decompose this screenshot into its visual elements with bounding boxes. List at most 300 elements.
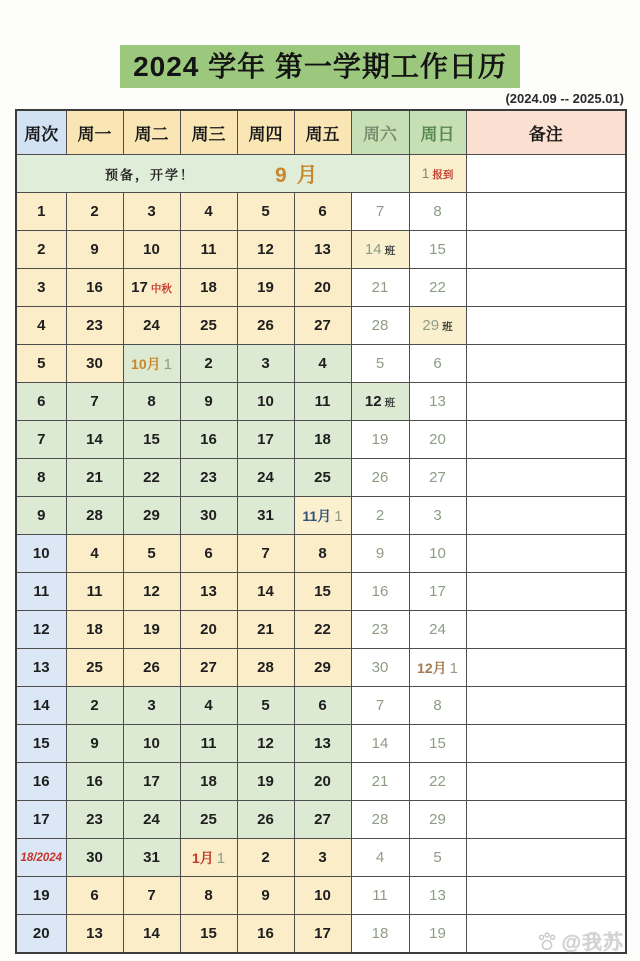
day-cell (123, 763, 180, 801)
day-cell (180, 307, 237, 345)
day-number: 23 (200, 469, 217, 486)
day-number: 4 (318, 355, 327, 372)
day-cell (237, 573, 294, 611)
day-number: 14 (371, 735, 389, 752)
day-number: 23 (86, 317, 103, 334)
day-cell (351, 497, 409, 535)
week-number-cell: 9 (16, 497, 66, 535)
day-number: 1 (449, 659, 458, 677)
remark-cell (466, 611, 626, 649)
day-cell (294, 915, 351, 954)
day-number: 9 (90, 241, 99, 258)
day-number: 17 (143, 773, 160, 790)
calendar-week-row (16, 307, 626, 345)
week-number-cell: 17 (16, 801, 66, 839)
day-number: 5 (433, 849, 442, 866)
day-cell (123, 573, 180, 611)
day-cell (294, 611, 351, 649)
watermark-text: @我苏 (561, 932, 624, 954)
week-number-cell: 18/2024 (16, 839, 66, 877)
day-number: 20 (200, 621, 217, 638)
day-cell (180, 839, 237, 877)
day-number: 9 (204, 393, 213, 410)
remark-cell (466, 649, 626, 687)
day-cell (237, 611, 294, 649)
day-cell (351, 269, 409, 307)
day-tag: 班 (384, 397, 396, 409)
day-number: 14 (257, 583, 274, 600)
day-cell (351, 459, 409, 497)
day-number: 30 (200, 507, 217, 524)
day-cell (180, 649, 237, 687)
column-header: 周日 (409, 110, 466, 155)
day-number: 31 (143, 849, 160, 866)
day-number: 30 (86, 355, 103, 372)
day-cell (123, 649, 180, 687)
remark-cell (466, 383, 626, 421)
day-cell (294, 877, 351, 915)
day-number: 4 (90, 545, 99, 562)
day-number: 16 (86, 773, 103, 790)
day-number: 7 (90, 393, 99, 410)
day-number: 9 (375, 545, 385, 562)
day-cell (409, 573, 466, 611)
remark-cell (466, 193, 626, 231)
week-number-cell: 19 (16, 877, 66, 915)
day-cell (66, 231, 123, 269)
day-cell (66, 573, 123, 611)
day-cell (237, 649, 294, 687)
day-cell (180, 459, 237, 497)
calendar-week-row (16, 231, 626, 269)
day-cell (294, 421, 351, 459)
day-number: 1 (163, 355, 172, 373)
day-cell (123, 725, 180, 763)
calendar-week-row (16, 649, 626, 687)
day-cell (180, 877, 237, 915)
day-cell (123, 535, 180, 573)
month-banner-row (16, 155, 626, 193)
day-cell (409, 801, 466, 839)
semester-start-note: 预备，开学！ (105, 167, 196, 182)
day-number: 24 (143, 317, 160, 334)
day-cell (180, 687, 237, 725)
remark-cell (466, 307, 626, 345)
day-cell (180, 573, 237, 611)
day-cell (66, 535, 123, 573)
month-prefix-label: 10月 (131, 355, 161, 372)
day-cell (409, 763, 466, 801)
day-number: 29 (422, 317, 440, 334)
day-cell (237, 307, 294, 345)
day-number: 18 (371, 925, 389, 942)
day-cell (351, 231, 409, 269)
day-cell (237, 459, 294, 497)
day-number: 23 (86, 811, 103, 828)
day-number: 2 (261, 849, 270, 866)
day-number: 10 (257, 393, 274, 410)
day-cell (66, 383, 123, 421)
day-cell (237, 877, 294, 915)
day-number: 26 (257, 317, 274, 334)
day-cell (66, 611, 123, 649)
day-cell (66, 763, 123, 801)
day-cell (409, 915, 466, 954)
calendar-week-row (16, 877, 626, 915)
day-cell (237, 269, 294, 307)
day-number: 7 (375, 203, 385, 220)
day-number: 3 (147, 697, 156, 714)
day-number: 15 (143, 431, 160, 448)
remark-cell (466, 497, 626, 535)
calendar-header-row (16, 110, 626, 155)
day-number: 13 (429, 887, 446, 904)
day-cell (237, 915, 294, 954)
day-tag: 中秋 (150, 283, 172, 295)
day-cell (123, 307, 180, 345)
day-cell (294, 725, 351, 763)
day-number: 14 (143, 925, 160, 942)
day-number: 3 (433, 507, 442, 524)
month-prefix-label: 1月 (191, 849, 214, 866)
day-cell (351, 915, 409, 954)
day-number: 19 (257, 279, 274, 296)
day-cell (351, 345, 409, 383)
day-number: 26 (257, 811, 274, 828)
day-cell (409, 421, 466, 459)
day-number: 5 (261, 697, 270, 714)
day-cell (294, 383, 351, 421)
day-cell (66, 307, 123, 345)
day-cell (180, 231, 237, 269)
day-number: 15 (200, 925, 217, 942)
calendar-week-row (16, 345, 626, 383)
day-tag: 班 (384, 245, 396, 257)
day-cell (180, 345, 237, 383)
day-number: 19 (371, 431, 389, 448)
day-number: 25 (86, 659, 103, 676)
day-cell (294, 193, 351, 231)
column-header: 周五 (294, 110, 351, 155)
day-cell (180, 535, 237, 573)
calendar-week-row (16, 421, 626, 459)
day-cell (123, 915, 180, 954)
paw-icon (536, 930, 558, 952)
day-cell (237, 345, 294, 383)
remark-cell (466, 839, 626, 877)
day-number: 4 (204, 697, 213, 714)
day-number: 22 (429, 773, 446, 790)
day-number: 6 (433, 355, 442, 372)
day-cell (180, 763, 237, 801)
day-cell (351, 649, 409, 687)
calendar-week-row (16, 915, 626, 954)
week-number-cell: 20 (16, 915, 66, 954)
week-number-cell: 11 (16, 573, 66, 611)
day-cell (66, 269, 123, 307)
day-number: 11 (200, 735, 217, 752)
day-number: 4 (204, 203, 213, 220)
day-number: 15 (314, 583, 331, 600)
day-cell (294, 459, 351, 497)
day-number: 15 (429, 735, 446, 752)
day-cell (237, 839, 294, 877)
day-cell (409, 497, 466, 535)
day-number: 21 (371, 773, 389, 790)
month-banner-cell (16, 155, 409, 193)
day-cell (237, 535, 294, 573)
day-number: 13 (314, 241, 331, 258)
day-cell (294, 497, 351, 535)
day-number: 10 (314, 887, 331, 904)
remark-cell (466, 535, 626, 573)
remark-cell (466, 459, 626, 497)
day-cell (409, 877, 466, 915)
column-header: 周四 (237, 110, 294, 155)
day-cell (409, 839, 466, 877)
day-cell (123, 345, 180, 383)
week-number-cell: 5 (16, 345, 66, 383)
calendar-week-row (16, 497, 626, 535)
day-number: 25 (200, 317, 217, 334)
day-number: 8 (318, 545, 327, 562)
day-number: 6 (90, 887, 99, 904)
calendar-week-row (16, 269, 626, 307)
day-cell (123, 269, 180, 307)
week-number-cell: 2 (16, 231, 66, 269)
day-number: 18 (200, 279, 217, 296)
day-number: 5 (147, 545, 156, 562)
day-number: 3 (147, 203, 156, 220)
day-number: 6 (318, 203, 327, 220)
day-number: 7 (261, 545, 270, 562)
day-number: 19 (429, 925, 446, 942)
day-cell (66, 193, 123, 231)
day-number: 10 (143, 735, 160, 752)
day-number: 29 (429, 811, 446, 828)
day-cell (180, 497, 237, 535)
day-cell (351, 421, 409, 459)
day-number: 3 (318, 849, 327, 866)
day-number: 18 (200, 773, 217, 790)
day-number: 30 (86, 849, 103, 866)
day-number: 17 (314, 925, 331, 942)
calendar-week-row (16, 459, 626, 497)
week-number-cell: 13 (16, 649, 66, 687)
day-cell (294, 839, 351, 877)
day-number: 11 (86, 583, 103, 600)
day-cell (123, 193, 180, 231)
day-cell (409, 345, 466, 383)
day-cell (66, 839, 123, 877)
day-cell (351, 611, 409, 649)
column-header: 周六 (351, 110, 409, 155)
column-header: 备注 (466, 110, 626, 155)
column-header: 周次 (16, 110, 66, 155)
day-number: 27 (314, 811, 331, 828)
day-cell (294, 345, 351, 383)
day-cell (409, 269, 466, 307)
day-number: 5 (375, 355, 385, 372)
day-number: 16 (257, 925, 274, 942)
column-header: 周二 (123, 110, 180, 155)
day-number: 7 (375, 697, 385, 714)
title-bar (0, 0, 640, 88)
day-number: 18 (314, 431, 331, 448)
calendar-week-row (16, 573, 626, 611)
remark-cell (466, 801, 626, 839)
day-number: 27 (314, 317, 331, 334)
day-number: 24 (143, 811, 160, 828)
day-cell (351, 877, 409, 915)
day-cell (180, 193, 237, 231)
remark-cell (466, 231, 626, 269)
watermark (536, 926, 624, 955)
day-number: 9 (90, 735, 99, 752)
day-cell (409, 231, 466, 269)
day-number: 13 (429, 393, 446, 410)
day-number: 10 (143, 241, 160, 258)
day-cell (66, 345, 123, 383)
day-cell (180, 915, 237, 954)
day-number: 2 (90, 203, 99, 220)
day-cell (180, 269, 237, 307)
day-number: 24 (257, 469, 274, 486)
remark-cell (466, 345, 626, 383)
remark-cell (466, 269, 626, 307)
week-number-cell: 8 (16, 459, 66, 497)
day-cell (66, 497, 123, 535)
day-cell (409, 611, 466, 649)
calendar-week-row (16, 383, 626, 421)
day-cell (351, 687, 409, 725)
day-number: 31 (257, 507, 274, 524)
day-cell (180, 725, 237, 763)
week-number-cell: 4 (16, 307, 66, 345)
week-number-cell: 14 (16, 687, 66, 725)
day-number: 13 (314, 735, 331, 752)
day-cell (66, 459, 123, 497)
day-number: 10 (429, 545, 446, 562)
day-number: 8 (433, 203, 442, 220)
day-number: 22 (143, 469, 160, 486)
column-header: 周一 (66, 110, 123, 155)
day-cell (237, 383, 294, 421)
calendar-week-row (16, 193, 626, 231)
day-number: 28 (371, 317, 389, 334)
day-number: 30 (371, 659, 389, 676)
day-number: 9 (261, 887, 270, 904)
day-cell (351, 383, 409, 421)
week-number-cell: 3 (16, 269, 66, 307)
day-cell (351, 307, 409, 345)
day-number: 1 (334, 507, 343, 525)
day-number: 22 (314, 621, 331, 638)
day-number: 8 (147, 393, 156, 410)
month-prefix-label: 12月 (417, 659, 447, 676)
day-number: 22 (429, 279, 446, 296)
day-cell (123, 383, 180, 421)
day-cell (66, 915, 123, 954)
day-cell (409, 725, 466, 763)
day-cell (294, 535, 351, 573)
column-header: 周三 (180, 110, 237, 155)
day-number: 20 (314, 279, 331, 296)
day-number: 8 (204, 887, 213, 904)
day-number: 14 (86, 431, 103, 448)
week-number-cell: 12 (16, 611, 66, 649)
day-number: 2 (204, 355, 213, 372)
calendar-week-row (16, 801, 626, 839)
day-cell (180, 611, 237, 649)
week-number-cell: 1 (16, 193, 66, 231)
day-cell (123, 497, 180, 535)
day-number: 3 (261, 355, 270, 372)
remark-cell (466, 763, 626, 801)
day-number: 18 (86, 621, 103, 638)
day-cell (237, 763, 294, 801)
day-number: 17 (429, 583, 446, 600)
day-cell (237, 421, 294, 459)
registration-day-cell: 1 报到 (409, 155, 466, 193)
day-cell (123, 611, 180, 649)
calendar-week-row (16, 611, 626, 649)
day-cell (409, 383, 466, 421)
day-number: 2 (375, 507, 385, 524)
day-cell (66, 649, 123, 687)
day-number: 6 (204, 545, 213, 562)
calendar-week-row (16, 725, 626, 763)
day-cell (123, 801, 180, 839)
day-cell (294, 307, 351, 345)
day-cell (409, 535, 466, 573)
day-cell (409, 687, 466, 725)
day-number: 1 (216, 849, 226, 867)
day-cell (237, 687, 294, 725)
day-number: 12 (257, 241, 274, 258)
day-cell (351, 725, 409, 763)
day-number: 12 (364, 393, 382, 410)
day-number: 23 (371, 621, 389, 638)
day-number: 26 (143, 659, 160, 676)
day-cell (66, 421, 123, 459)
day-number: 4 (375, 849, 385, 866)
day-number: 27 (200, 659, 217, 676)
day-number: 17 (131, 279, 148, 296)
day-number: 26 (371, 469, 389, 486)
day-cell (123, 877, 180, 915)
day-number: 17 (257, 431, 274, 448)
day-cell (123, 231, 180, 269)
calendar-week-row (16, 687, 626, 725)
day-cell (409, 193, 466, 231)
month-prefix-label: 11月 (302, 507, 332, 524)
day-number: 27 (429, 469, 446, 486)
day-cell (66, 725, 123, 763)
day-number: 29 (314, 659, 331, 676)
day-number: 16 (86, 279, 103, 296)
day-number: 25 (314, 469, 331, 486)
calendar-week-row (16, 535, 626, 573)
day-number: 6 (318, 697, 327, 714)
day-number: 24 (429, 621, 446, 638)
date-range-subtitle: (2024.09 -- 2025.01) (505, 91, 624, 106)
day-number: 11 (314, 393, 331, 410)
day-number: 7 (147, 887, 156, 904)
day-cell (351, 535, 409, 573)
day-cell (123, 459, 180, 497)
day-number: 19 (257, 773, 274, 790)
